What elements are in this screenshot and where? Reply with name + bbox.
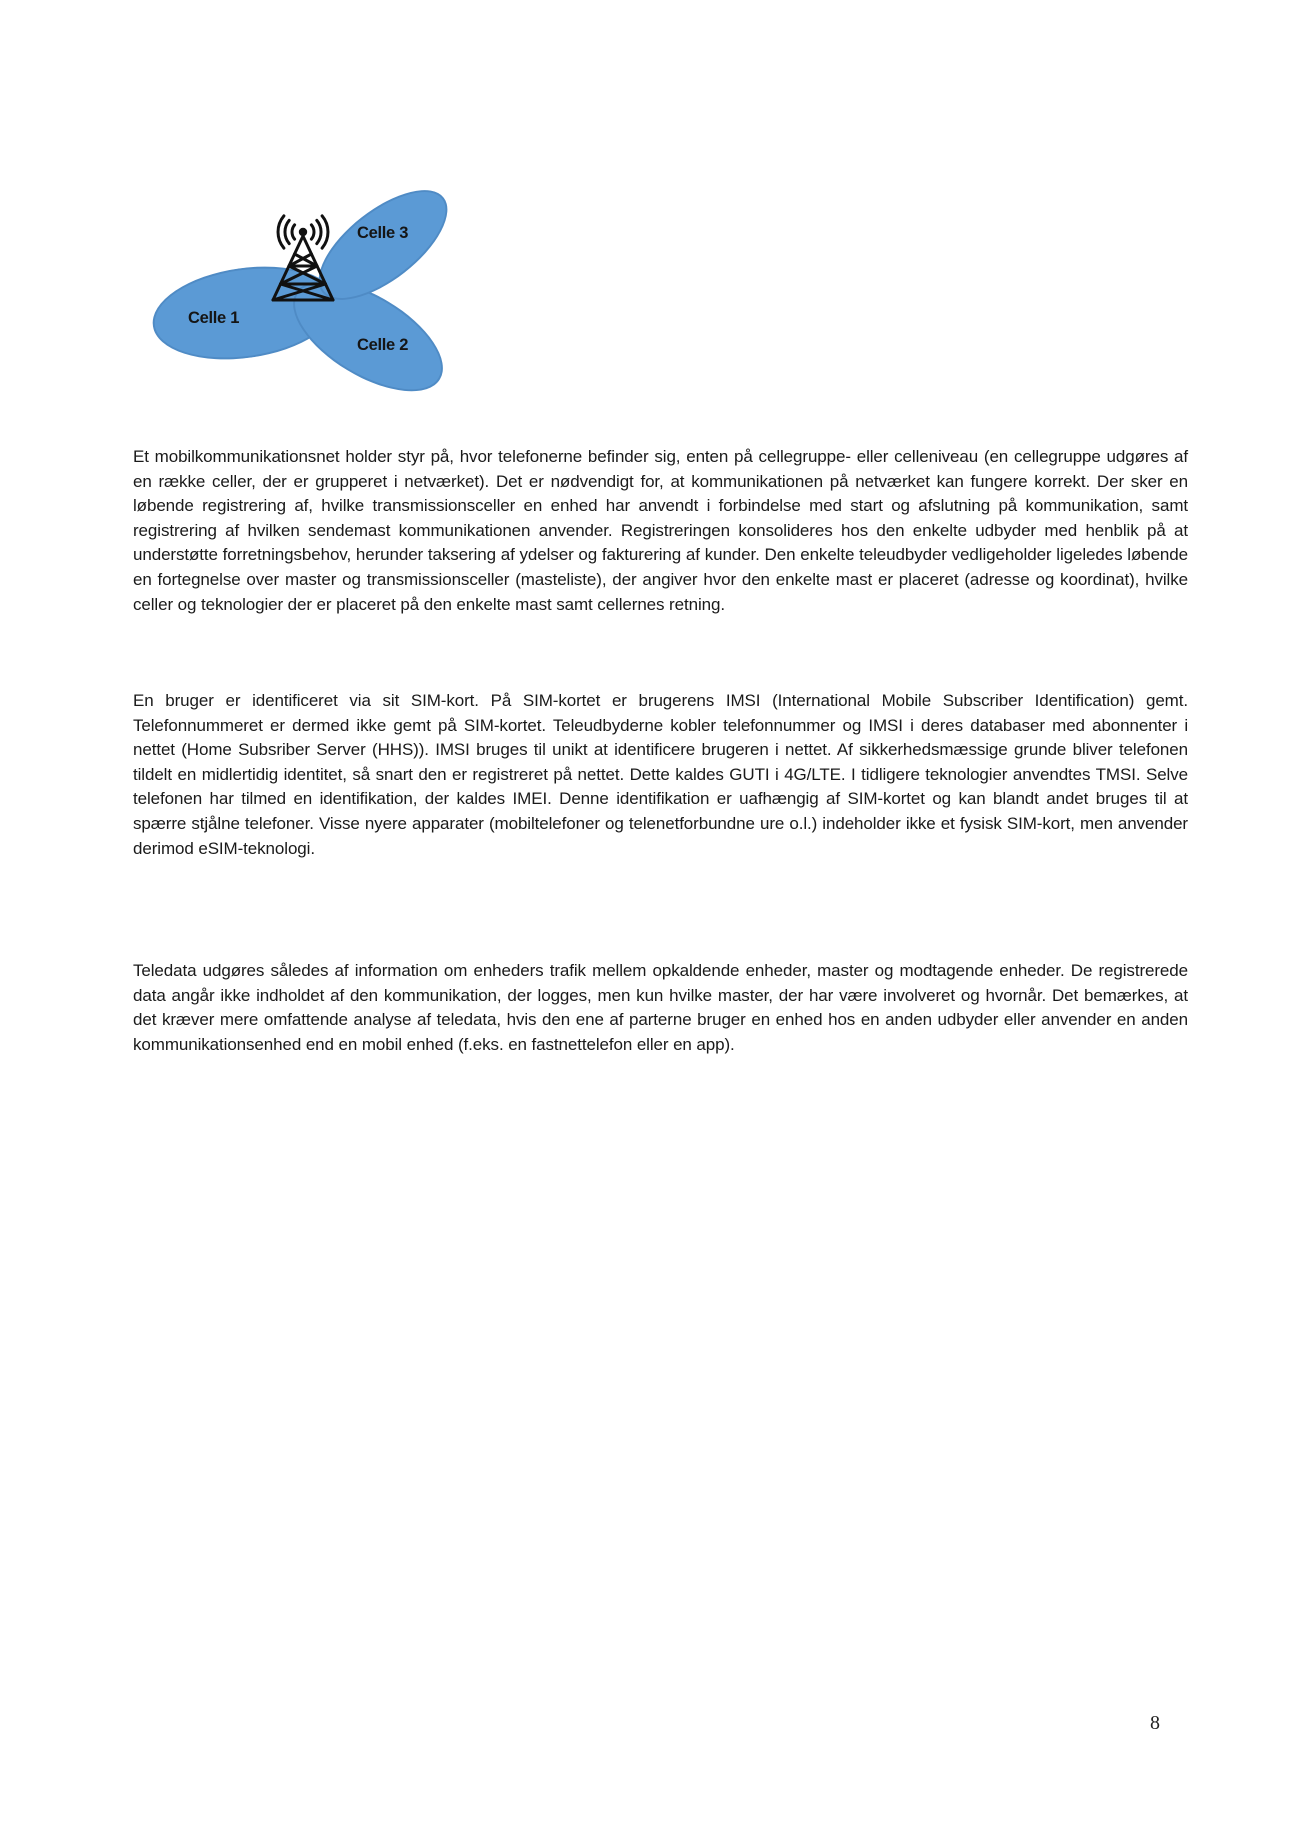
antenna-dot [299, 228, 307, 236]
page-number: 8 [1150, 1712, 1160, 1734]
cell3-label: Celle 3 [357, 224, 409, 242]
paragraph-teledata: Teledata udgøres således af information om enheders trafik mellem opkaldende enheder, master og modtagende enheder. De registrerede data angår ikke indholdet af den kommunikation, der logges, men kun hvilke master, der har være involveret og hvornår. Det bemærkes, at det kræver mere omfattende analyse af teledata, hvis den ene af parterne bruger en enhed hos en anden udbyder eller anvender en anden kommunikationsenhed end en mobil enhed (f.eks. en fastnettelefon eller en app). [133, 961, 1188, 1054]
cell-tower-icon [261, 208, 345, 304]
paragraph-network-registration: Et mobilkommunikationsnet holder styr på, hvor telefonerne befinder sig, enten på cellegruppe- eller celleniveau (en cellegruppe udgøres af en række celler, der er grupperet i netværket). Det er nødvendigt for, at kommunikationen på netværket kan fungere korrekt. Der sker en løbende registrering af, hvilke transmissionsceller en enhed har anvendt i forbindelse med start og afslutning på kommunikation, samt registrering af hvilken sendemast kommunikationen anvender. Registreringen konsolideres hos den enkelte udbyder med henblik på at understøtte forretningsbehov, herunder taksering af ydelser og fakturering af kunder. Den enkelte teleudbyder vedligeholder ligeledes løbende en fortegnelse over master og transmissionsceller (masteliste), der angiver hvor den enkelte mast er placeret (adresse og koordinat), hvilke celler og teknologier der er placeret på den enkelte mast samt cellernes retning. [133, 447, 1188, 614]
cell2-label: Celle 2 [357, 336, 409, 354]
cell-coverage-diagram [150, 190, 450, 395]
cell1-label: Celle 1 [188, 309, 240, 327]
paragraph-sim-identification: En bruger er identificeret via sit SIM-kort. På SIM-kortet er brugerens IMSI (International Mobile Subscriber Identification) gemt. Telefonnummeret er dermed ikke gemt på SIM-kortet. Teleudbyderne kobler telefonnummer og IMSI i deres databaser med abonnenter i nettet (Home Subsriber Server (HHS)). IMSI bruges til unikt at identificere brugeren i nettet. Af sikkerhedsmæssige grunde bliver telefonen tildelt en midlertidig identitet, så snart den er registreret på nettet. Dette kaldes GUTI i 4G/LTE. I tidligere teknologier anvendtes TMSI. Selve telefonen har tilmed en identifikation, der kaldes IMEI. Denne identifikation er uafhængig af SIM-kortet og kan blandt andet bruges til at spærre stjålne telefoner. Visse nyere apparater (mobiltelefoner og telenetforbundne ure o.l.) indeholder ikke et fysisk SIM-kort, men anvender derimod eSIM-teknologi. [133, 691, 1188, 858]
